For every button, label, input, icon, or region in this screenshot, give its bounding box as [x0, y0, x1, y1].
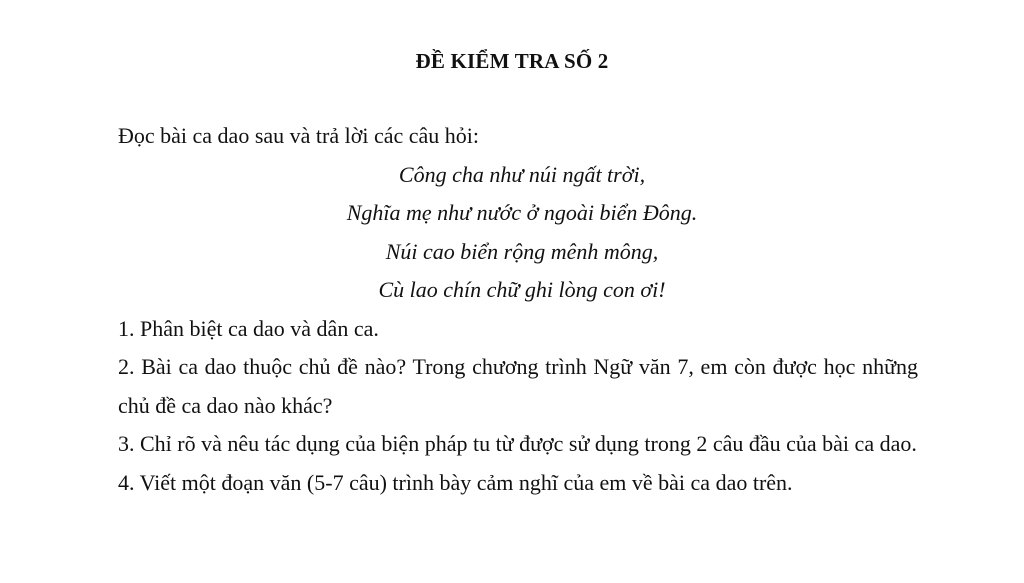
question-list [118, 310, 918, 503]
question-item: 4. Viết một đoạn văn (5-7 câu) trình bày cảm nghĩ của em về bài ca dao trên. [118, 469, 793, 495]
poem-line: Núi cao biển rộng mênh mông, [385, 238, 659, 264]
exam-content [118, 117, 918, 502]
question-item: 1. Phân biệt ca dao và dân ca. [118, 315, 379, 341]
reading-instruction: Đọc bài ca dao sau và trả lời các câu hỏi: [118, 123, 480, 148]
folk-poem [118, 156, 926, 310]
exam-title: ĐỀ KIỂM TRA SỐ 2 [415, 49, 609, 73]
poem-line: Cù lao chín chữ ghi lòng con ơi! [378, 277, 666, 302]
poem-line: Nghĩa mẹ như nước ở ngoài biển Đông. [346, 200, 698, 225]
question-item: 2. Bài ca dao thuộc chủ đề nào? Trong chương trình Ngữ văn 7, em còn được học những chủ đề ca dao nào khác? [118, 354, 918, 418]
poem-line: Công cha như núi ngất trời, [398, 161, 646, 187]
question-item: 3. Chỉ rõ và nêu tác dụng của biện pháp tu từ được sử dụng trong 2 câu đầu của bài ca dao. [118, 431, 917, 456]
